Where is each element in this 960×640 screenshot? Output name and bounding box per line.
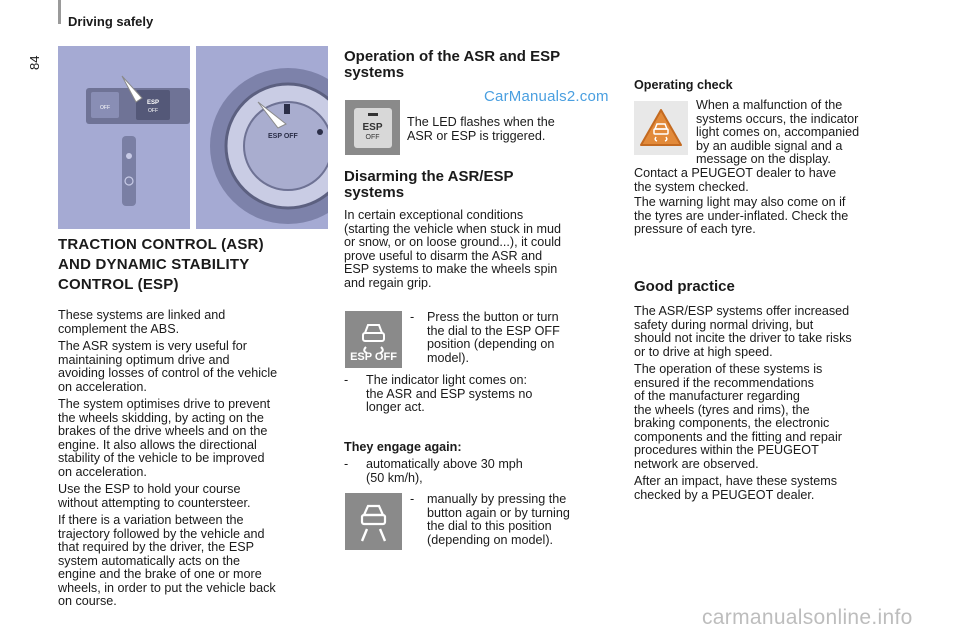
text-line: on acceleration.	[58, 464, 147, 479]
text-line: of the manufacturer regarding	[634, 389, 800, 403]
section-title: Driving safely	[68, 14, 154, 29]
text-line: manually by pressing the	[427, 492, 567, 506]
indicator-item	[344, 374, 614, 415]
good-practice-body	[634, 305, 919, 502]
engage-title: They engage again:	[344, 440, 462, 454]
good-paragraph	[634, 475, 919, 502]
text-line: or to drive at high speed.	[634, 344, 773, 359]
text-line: Press the button or turn	[427, 310, 559, 324]
text-line: that required by the driver, the ESP	[58, 540, 255, 554]
text-line: stability of the vehicle to be improved	[58, 451, 265, 465]
text-line: or snow, or on loose ground...), it could	[344, 235, 562, 249]
text-line: brakes of the drive wheels and on the	[58, 424, 268, 438]
text-line: When a malfunction of the	[696, 98, 843, 112]
col1	[58, 235, 333, 609]
page-number: 84	[27, 55, 42, 70]
text-line: complement the ABS.	[58, 321, 180, 336]
text-line: light comes on, accompanied	[696, 125, 860, 139]
text-line: the dial to the ESP OFF	[427, 323, 560, 338]
text-line: components and the fitting and repair	[634, 429, 842, 444]
contact-text	[634, 167, 914, 194]
text-line: pressure of each tyre.	[634, 222, 756, 236]
operation-title-line-1: Operation of the ASR and ESP	[344, 48, 561, 65]
controls-figure-svg	[58, 46, 328, 229]
good-paragraph	[634, 363, 919, 471]
text-line: prove useful to disarm the ASR and	[344, 248, 543, 263]
text-line: position (depending on	[427, 337, 555, 351]
skid-car-icon	[345, 493, 402, 550]
text-line: network are observed.	[634, 456, 759, 471]
text-line: the wheels skidding, by acting on the	[58, 410, 264, 425]
text-line: ASR or ESP is triggered.	[407, 128, 546, 143]
press-item	[410, 311, 610, 365]
disarming-title	[344, 169, 614, 201]
warning-triangle-svg	[634, 101, 688, 155]
col1-paragraph	[58, 340, 333, 394]
col1-paragraph	[58, 514, 333, 609]
text-line: The operation of these systems is	[634, 362, 823, 376]
esp-off-icon	[345, 311, 402, 368]
col1-title-line-2: AND DYNAMIC STABILITY	[58, 256, 250, 273]
col1-paragraph	[58, 483, 333, 510]
esp-button-icon	[345, 100, 400, 155]
text-line: The ASR/ESP systems offer increased	[634, 304, 850, 318]
esp-button-face	[354, 108, 392, 148]
fig-off-label: OFF	[100, 105, 110, 111]
text-line: longer act.	[366, 400, 425, 414]
text-line: on acceleration.	[58, 379, 147, 394]
disarming-title-line-2: systems	[344, 184, 405, 201]
text-line: ensured if the recommendations	[634, 375, 814, 390]
watermark-top: CarManuals2.com	[484, 88, 609, 105]
text-line: on course.	[58, 594, 117, 608]
operation-title	[344, 49, 614, 81]
check-title: Operating check	[634, 78, 733, 92]
text-line: Contact a PEUGEOT dealer to have	[634, 166, 837, 180]
text-line: The ASR system is very useful for	[58, 339, 247, 353]
text-line: braking components, the electronic	[634, 416, 830, 430]
text-line: If there is a variation between the	[58, 513, 244, 527]
text-line: engine. It also allows the directional	[58, 437, 257, 452]
text-line: and regain grip.	[344, 275, 432, 290]
text-line: These systems are linked and	[58, 308, 226, 322]
col1-title-line-1: TRACTION CONTROL (ASR)	[58, 236, 264, 253]
text-line: without attempting to countersteer.	[58, 495, 251, 510]
dash: -	[410, 492, 415, 506]
fig-dial-label: ESP OFF	[268, 133, 298, 140]
text-line: the wheels (tyres and rims), the	[634, 402, 810, 417]
text-line: engine and the brake of one or more	[58, 567, 262, 581]
text-line: The indicator light comes on:	[366, 373, 528, 387]
text-line: trajectory followed by the vehicle and	[58, 526, 265, 541]
text-line: maintaining optimum drive and	[58, 352, 230, 367]
esp-off-icon-label: ESP OFF	[350, 351, 397, 363]
text-line: the system checked.	[634, 179, 749, 194]
fig-esp-label: ESP	[146, 100, 160, 106]
text-line: avoiding losses of control of the vehicle	[58, 366, 278, 380]
controls-figure	[58, 46, 328, 229]
text-line: (starting the vehicle when stuck in mud	[344, 221, 561, 236]
dash: -	[344, 373, 349, 387]
text-line: procedures within the PEUGEOT	[634, 443, 819, 457]
text-line: checked by a PEUGEOT dealer.	[634, 487, 815, 502]
text-line: message on the display.	[696, 152, 831, 166]
text-line: (depending on model).	[427, 532, 554, 547]
text-line: the ASR and ESP systems no	[366, 386, 533, 401]
good-practice-title: Good practice	[634, 278, 735, 295]
dash: -	[344, 457, 349, 471]
operation-text	[407, 116, 607, 143]
text-line: system automatically acts on the	[58, 553, 240, 568]
text-line: automatically above 30 mph	[366, 457, 523, 471]
col1-title-line-3: CONTROL (ESP)	[58, 276, 179, 293]
text-line: the tyres are under-inflated. Check the	[634, 208, 849, 223]
text-line: The warning light may also come on if	[634, 195, 846, 209]
text-line: button again or by turning	[427, 505, 570, 520]
text-line: model).	[427, 350, 469, 365]
warning-text	[634, 196, 914, 237]
esp-button-label: ESP	[362, 121, 383, 133]
text-line: The system optimises drive to prevent	[58, 397, 271, 411]
text-line: (50 km/h),	[366, 470, 423, 485]
disarming-text	[344, 209, 629, 290]
esp-led	[368, 113, 378, 116]
warning-triangle-icon	[634, 101, 688, 155]
header-accent-bar	[58, 0, 61, 24]
skid-car-svg	[345, 493, 402, 550]
dash: -	[410, 310, 415, 324]
text-line: the dial to this position	[427, 519, 552, 533]
text-line: In certain exceptional conditions	[344, 208, 524, 222]
text-line: After an impact, have these systems	[634, 474, 837, 488]
disarming-title-line-1: Disarming the ASR/ESP	[344, 168, 514, 185]
text-line: by an audible signal and a	[696, 138, 843, 153]
watermark-bottom: carmanualsonline.info	[702, 606, 913, 629]
text-line: Use the ESP to hold your course	[58, 482, 241, 496]
auto-item	[344, 458, 614, 485]
text-line: systems occurs, the indicator	[696, 111, 859, 126]
col1-paragraph	[58, 309, 333, 336]
manual-item	[410, 493, 610, 547]
text-line: safety during normal driving, but	[634, 317, 814, 332]
check-text	[696, 99, 906, 167]
fig-esp-off-label: OFF	[148, 108, 158, 114]
text-line: should not incite the driver to take risks	[634, 331, 852, 345]
operation-title-line-2: systems	[344, 64, 405, 81]
text-line: ESP systems to make the wheels spin	[344, 262, 558, 276]
text-line: wheels, in order to put the vehicle back	[58, 580, 276, 595]
text-line: The LED flashes when the	[407, 115, 555, 129]
col1-paragraph	[58, 398, 333, 479]
good-paragraph	[634, 305, 919, 359]
esp-button-sub: OFF	[365, 133, 380, 141]
